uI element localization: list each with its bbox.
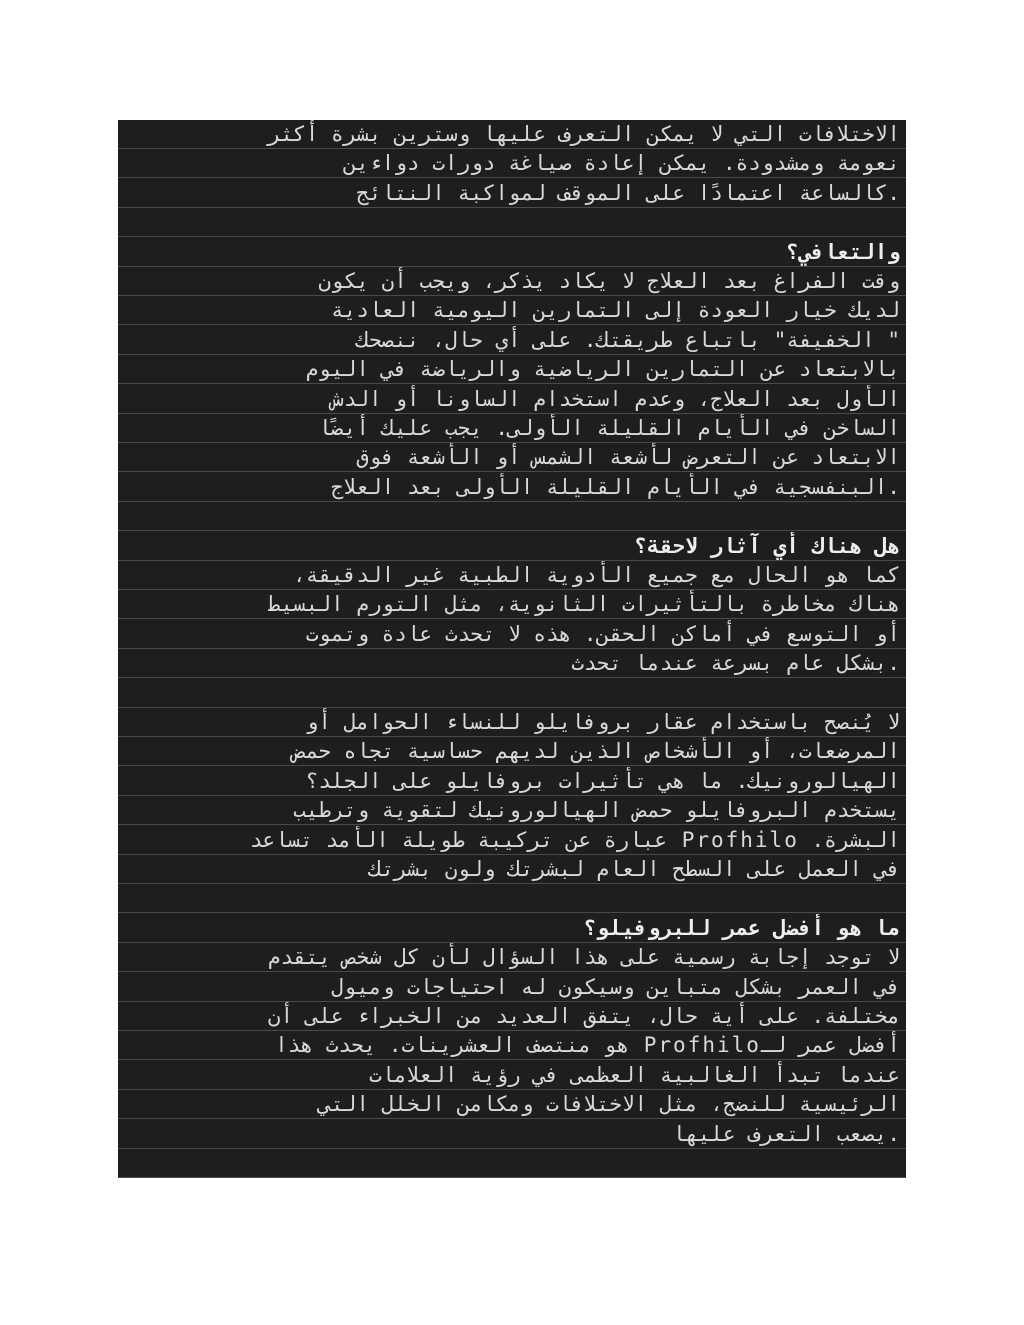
text-line: .يصعب التعرف عليها (118, 1120, 906, 1149)
text-line: .البنفسجية في الأيام القليلة الأولى بعد العلاج (118, 473, 906, 502)
text-line: الساخن في الأيام القليلة الأولى. يجب عليك أيضًا (118, 414, 906, 443)
text-line: وقت الفراغ بعد العلاج لا يكاد يذكر، ويجب أن يكون (118, 267, 906, 296)
document-page (118, 120, 906, 1178)
text-line: الاختلافات التي لا يمكن التعرف عليها وسترين بشرة أكثر (118, 120, 906, 149)
text-line: هناك مخاطرة بالتأثيرات الثانوية، مثل التورم البسيط (118, 590, 906, 619)
text-line: كما هو الحال مع جميع الأدوية الطبية غير الدقيقة، (118, 561, 906, 590)
text-line: " الخفيفة" باتباع طريقتك. على أي حال، ننصحك (118, 326, 906, 355)
text-line: يستخدم البروفايلو حمض الهيالورونيك لتقوية وترطيب (118, 796, 906, 825)
text-line: الهيالورونيك. ما هي تأثيرات بروفايلو على الجلد؟ (118, 767, 906, 796)
text-line: لا توجد إجابة رسمية على هذا السؤال لأن كل شخص يتقدم (118, 943, 906, 972)
text-line: عندما تبدأ الغالبية العظمى في رؤية العلامات (118, 1061, 906, 1090)
blank-line (118, 884, 906, 913)
text-line: مختلفة. على أية حال، يتفق العديد من الخبراء على أن (118, 1002, 906, 1031)
section-heading: ما هو أفضل عمر للبروفيلو؟ (118, 914, 906, 943)
blank-line (118, 679, 906, 708)
text-line: الابتعاد عن التعرض لأشعة الشمس أو الأشعة فوق (118, 443, 906, 472)
text-line: في العمل على السطح العام لبشرتك ولون بشرتك (118, 855, 906, 884)
text-line: الرئيسية للنضج، مثل الاختلافات ومكامن الخلل التي (118, 1090, 906, 1119)
text-line: نعومة ومشدودة. يمكن إعادة صياغة دورات دواءين (118, 149, 906, 178)
text-line: أفضل عمر لـProfhilo هو منتصف العشرينات. يحدث هذا (118, 1031, 906, 1060)
text-line: في العمر بشكل متباين وسيكون له احتياجات وميول (118, 973, 906, 1002)
blank-line (118, 1149, 906, 1178)
text-line: .كالساعة اعتمادًا على الموقف لمواكبة النتائج (118, 179, 906, 208)
blank-line (118, 502, 906, 531)
text-line: أو التوسع في أماكن الحقن. هذه لا تحدث عادة وتموت (118, 620, 906, 649)
text-line: الأول بعد العلاج، وعدم استخدام الساونا أو الدش (118, 385, 906, 414)
section-heading: والتعافي؟ (118, 238, 906, 267)
text-line: المرضعات، أو الأشخاص الذين لديهم حساسية تجاه حمض (118, 737, 906, 766)
section-heading: هل هناك أي آثار لاحقة؟ (118, 532, 906, 561)
text-line: بالابتعاد عن التمارين الرياضية والرياضة في اليوم (118, 355, 906, 384)
text-line: لديك خيار العودة إلى التمارين اليومية العادية (118, 296, 906, 325)
text-line: البشرة. Profhilo عبارة عن تركيبة طويلة الأمد تساعد (118, 826, 906, 855)
blank-line (118, 208, 906, 237)
text-line: .بشكل عام بسرعة عندما تحدث (118, 649, 906, 678)
text-line: لا يُنصح باستخدام عقار بروفايلو للنساء الحوامل أو (118, 708, 906, 737)
